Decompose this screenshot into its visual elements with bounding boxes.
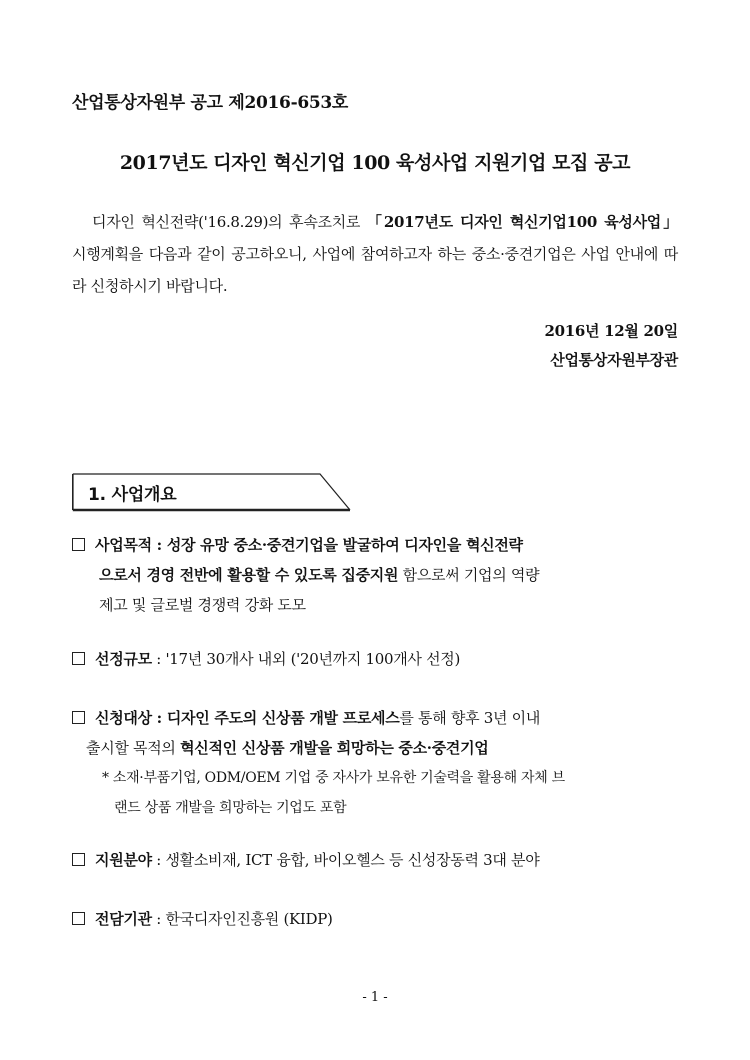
intro-text-1: 디자인 혁신전략('16.8.29)의 후속조치로	[92, 213, 367, 231]
item-label-agency: 전담기관	[95, 910, 152, 928]
intro-paragraph	[72, 206, 678, 302]
section-header	[72, 472, 352, 512]
scale-text: : '17년 30개사 내외 ('20년까지 100개사 선정)	[151, 650, 461, 668]
notice-number: 산업통상자원부 공고 제2016-653호	[72, 93, 349, 113]
checkbox-icon	[72, 538, 85, 551]
field-text: : 생활소비재, ICT 융합, 바이오헬스 등 신성장동력 3대 분야	[151, 851, 540, 869]
target-note-line2: 랜드 상품 개발을 희망하는 기업도 포함	[114, 800, 347, 816]
item-label-field: 지원분야	[95, 851, 152, 869]
target-line2-rest: 출시할 목적의	[86, 739, 181, 757]
purpose-line2-bold: 으로서 경영 전반에 활용할 수 있도록 집중지원	[99, 566, 399, 584]
target-line1-rest: 를 통해 향후 3년 이내	[399, 709, 541, 727]
checkbox-icon	[72, 853, 85, 866]
item-target	[72, 703, 680, 823]
target-note-line1: 소재·부품기업, ODM/OEM 기업 중 자사가 보유한 기술력을 활용해 자체 브	[112, 770, 565, 786]
purpose-line2-rest: 함으로써 기업의 역량	[398, 566, 540, 584]
item-purpose	[72, 530, 680, 620]
intro-text-2: 시행계획을 다음과 같이 공고하오니, 사업에 참여하고자 하는 중소·중견기업은 사업 안내에 따라 신청하시기 바랍니다.	[72, 245, 678, 295]
note-asterisk: *	[102, 770, 109, 786]
item-label-purpose: 사업목적 :	[95, 536, 162, 554]
purpose-line3: 제고 및 글로벌 경쟁력 강화 도모	[99, 596, 306, 614]
agency-text: : 한국디자인진흥원 (KIDP)	[151, 910, 333, 928]
purpose-line1: 성장 유망 중소·중견기업을 발굴하여 디자인을 혁신전략	[161, 536, 523, 554]
item-label-scale: 선정규모	[95, 650, 152, 668]
item-field	[72, 845, 680, 875]
target-line1-bold: 디자인 주도의 신상품 개발 프로세스	[161, 709, 400, 727]
item-scale	[72, 644, 680, 674]
item-agency	[72, 904, 680, 934]
announcement-title: 2017년도 디자인 혁신기업 100 육성사업 지원기업 모집 공고	[119, 152, 631, 174]
item-label-target: 신청대상 :	[95, 709, 162, 727]
page-number: - 1 -	[362, 990, 388, 1005]
announcement-date: 2016년 12월 20일	[544, 322, 678, 340]
signer: 산업통상자원부장관	[550, 351, 678, 369]
checkbox-icon	[72, 912, 85, 925]
target-line2-bold: 혁신적인 신상품 개발을 희망하는 중소·중견기업	[180, 739, 489, 757]
checkbox-icon	[72, 711, 85, 724]
checkbox-icon	[72, 652, 85, 665]
section-title: 1. 사업개요	[88, 485, 177, 505]
intro-program-name: 「2017년도 디자인 혁신기업100 육성사업」	[366, 213, 678, 231]
